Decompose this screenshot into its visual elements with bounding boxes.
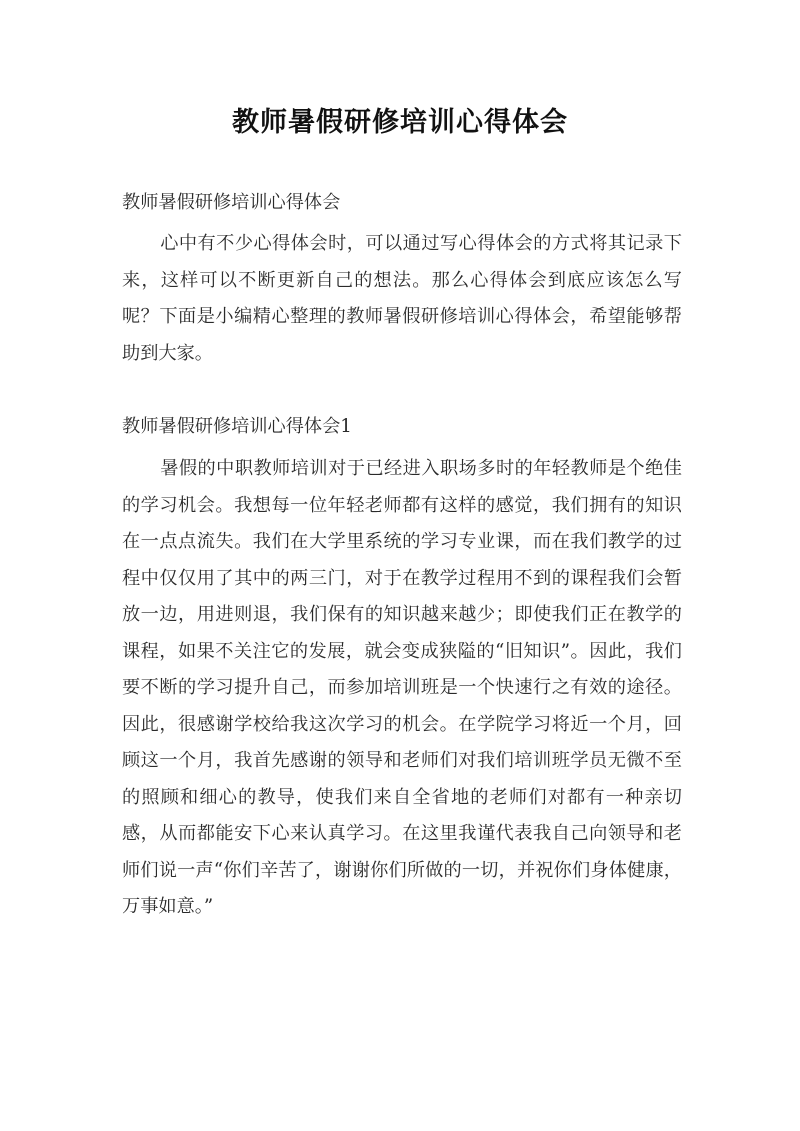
page-title: 教师暑假研修培训心得体会 (232, 107, 568, 138)
section-paragraph: 暑假的中职教师培训对于已经进入职场多时的年轻教师是个绝佳的学习机会。我想每一位年轻老师都有这样的感觉，我们拥有的知识在一点点流失。我们在大学里系统的学习专业课，而在我们教学的过程中仅仅用了其中的两三门，对于在教学过程用不到的课程我们会暂放一边，用进则退，我们保有的知识越来越少；即使我们正在教学的课程，如果不关注它的发展，就会变成狭隘的“旧知识”。因此，我们要不断的学习提升自己，而参加培训班是一个快速行之有效的途径。因此，很感谢学校给我这次学习的机会。在学院学习将近一个月，回顾这一个月，我首先感谢的领导和老师们对我们培训班学员无微不至的照顾和细心的教导，使我们来自全省地的老师们对都有一种亲切感，从而都能安下心来认真学习。在这里我谨代表我自己向领导和老师们说一声“你们辛苦了，谢谢你们所做的一切，并祝你们身体健康，万事如意。” (122, 458, 682, 917)
intro-paragraph: 心中有不少心得体会时，可以通过写心得体会的方式将其记录下来，这样可以不断更新自己的想法。那么心得体会到底应该怎么写呢？下面是小编精心整理的教师暑假研修培训心得体会，希望能够帮助到大家。 (122, 233, 682, 364)
document-subtitle: 教师暑假研修培训心得体会 (122, 192, 341, 213)
section-heading: 教师暑假研修培训心得体会1 (122, 416, 352, 437)
